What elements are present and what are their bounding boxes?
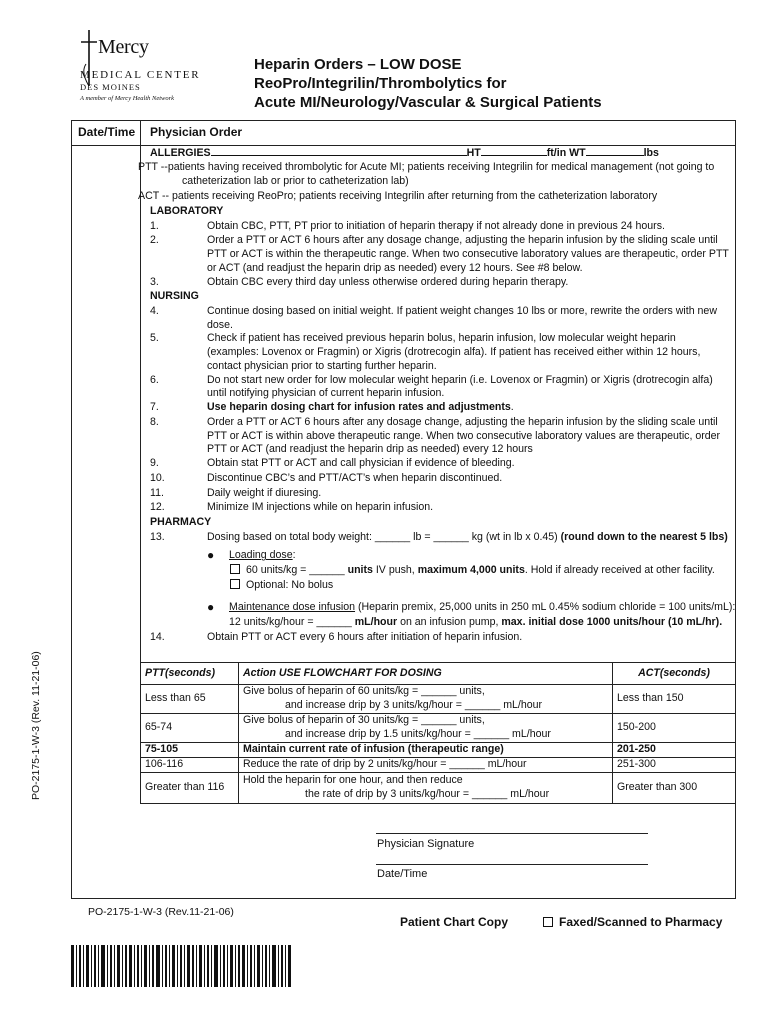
loading-dose-bullet: ● Loading dose: (207, 548, 296, 563)
allergies-label: ALLERGIES (150, 147, 211, 159)
action-header: Action USE FLOWCHART FOR DOSING (239, 663, 613, 685)
patient-chart-copy: Patient Chart Copy (400, 915, 509, 929)
act-seconds-header: ACT(seconds) (613, 663, 736, 685)
checkbox-icon[interactable] (230, 579, 240, 589)
logo-subtitle: MEDICAL CENTER (80, 69, 201, 81)
lbs-label: lbs (643, 147, 659, 159)
signature-date-line[interactable] (376, 864, 648, 865)
height-label: HT (466, 147, 481, 159)
logo-tagline: A member of Mercy Health Network (80, 95, 175, 102)
allergies-row[interactable] (150, 146, 730, 161)
order-item-5: 5. Check if patient has received previous heparin bolus, heparin infusion, low molecular weight heparin (examples: Lovenox or Fragmin) or Xigris (drotrecogin alfa). If patient has received either within 12 hours, contact physician prior to starting further heparin. (150, 332, 701, 372)
title-line-1: Heparin Orders – LOW DOSE (254, 56, 462, 73)
barcode-icon (71, 945, 293, 987)
maintenance-dose-line-2: 12 units/kg/hour = ______ mL/hour on an infusion pump, max. initial dose 1000 units/hour (10 mL/hr). (229, 616, 723, 629)
faxed-scanned-option[interactable]: Faxed/Scanned to Pharmacy (543, 915, 722, 931)
checkbox-icon[interactable] (230, 564, 240, 574)
order-item-10: 10. Discontinue CBC’s and PTT/ACT’s when heparin discontinued. (150, 471, 503, 484)
ptt-definition-cont: catheterization lab or prior to catheterization lab) (182, 175, 409, 188)
order-item-7: 7. Use heparin dosing chart for infusion rates and adjustments. (150, 401, 514, 414)
table-row: 75-105 Maintain current rate of infusion (therapeutic range) 201-250 (141, 743, 736, 758)
checkbox-icon[interactable] (543, 917, 553, 927)
order-item-11: 11. Daily weight if diuresing. (150, 486, 322, 499)
logo-name: Mercy (98, 36, 149, 58)
date-time-header: Date/Time (78, 125, 136, 139)
physician-order-content (138, 146, 736, 645)
maintenance-dose-bullet: ● Maintenance dose infusion (Heparin premix, 25,000 units in 250 mL 0.45% sodium chloride = 100 units/mL): (207, 600, 736, 615)
order-item-12: 12. Minimize IM injections while on heparin infusion. (150, 501, 434, 514)
loading-dose-option-1[interactable]: 60 units/kg = ______ units IV push, maximum 4,000 units. Hold if already received at other facility. (230, 564, 730, 579)
heparin-dosing-flowchart (140, 662, 736, 804)
form-id: PO-2175-1-W-3 (Rev.11-21-06) (88, 906, 234, 918)
table-row: Less than 65 Give bolus of heparin of 60 units/kg = ______ units, and increase drip by 3 units/kg/hour = ______ mL/hour Less than 150 (141, 685, 736, 714)
order-item-4: 4. Continue dosing based on initial weight. If patient weight changes 10 lbs or more, rewrite the orders with new dose. (150, 304, 717, 331)
ptt-seconds-header: PTT(seconds) (141, 663, 239, 685)
pharmacy-heading: PHARMACY (150, 515, 212, 528)
order-item-9: 9. Obtain stat PTT or ACT and call physician if evidence of bleeding. (150, 457, 515, 470)
loading-dose-option-2[interactable]: Optional: No bolus (230, 579, 730, 594)
table-row: 106-116 Reduce the rate of drip by 2 units/kg/hour = ______ mL/hour 251-300 (141, 758, 736, 773)
ptt-definition: PTT --patients having received thrombolytic for Acute MI; patients receiving Integrilin for medical management (not going to (138, 160, 715, 173)
mercy-logo (70, 28, 240, 106)
title-line-2: ReoPro/Integrilin/Thrombolytics for (254, 75, 507, 92)
order-item-13: 13. Dosing based on total body weight: ______ lb = ______ kg (wt in lb x 0.45) (round down to the nearest 5 lbs) (150, 530, 728, 543)
table-row: 65-74 Give bolus of heparin of 30 units/kg = ______ units, and increase drip by 1.5 units/kg/hour = ______ mL/hour 150-200 (141, 714, 736, 743)
order-item-2: 2. Order a PTT or ACT 6 hours after any dosage change, adjusting the heparin infusion by the sliding scale until PTT or ACT is within the therapeutic range. When two consecutive laboratory values are therapeutic, order PTT or ACT (and readjust the heparin drip as needed) every 12 hours. See #8 below. (150, 234, 729, 274)
physician-order-header: Physician Order (150, 125, 243, 139)
signature-date-label: Date/Time (377, 868, 428, 880)
loading-dose-label: Loading dose (229, 549, 293, 562)
maintenance-dose-label: Maintenance dose infusion (229, 601, 356, 614)
ft-in-wt-label: ft/in WT (546, 147, 586, 159)
title-line-3: Acute MI/Neurology/Vascular & Surgical Patients (254, 94, 602, 111)
physician-signature-line[interactable] (376, 833, 648, 834)
form-id-rotated: PO-2175-1-W-3 (Rev. 11-21-06) (30, 651, 42, 800)
nursing-heading: NURSING (150, 290, 199, 303)
order-item-6: 6. Do not start new order for low molecular weight heparin (i.e. Lovenox or Fragmin) or Xigris (drotrecogin alfa) until notifying physician of current heparin infusion. (150, 373, 713, 400)
physician-signature-label: Physician Signature (377, 838, 475, 850)
order-item-3: 3. Obtain CBC every third day unless otherwise ordered during heparin therapy. (150, 275, 569, 288)
logo-location: DES MOINES (80, 82, 141, 92)
order-item-1: 1. Obtain CBC, PTT, PT prior to initiation of heparin therapy if not already done in previous 24 hours. (150, 219, 665, 232)
form-title (254, 55, 602, 112)
act-definition: ACT -- patients receiving ReoPro; patients receiving Integrilin after returning from the catheterization laboratory (138, 190, 658, 203)
laboratory-heading: LABORATORY (150, 204, 224, 217)
order-item-8: 8. Order a PTT or ACT 6 hours after any dosage change, adjusting the heparin infusion by the sliding scale until PTT or ACT is within above therapeutic range. When two consecutive laboratory values are therapeutic, order PTT or ACT (and readjust the heparin drip as needed) every 12 hours (150, 415, 721, 456)
table-row: Greater than 116 Hold the heparin for one hour, and then reduce the rate of drip by 3 units/kg/hour = ______ mL/hour Greater than 300 (141, 773, 736, 804)
order-item-14: 14. Obtain PTT or ACT every 6 hours after initiation of heparin infusion. (150, 630, 523, 643)
